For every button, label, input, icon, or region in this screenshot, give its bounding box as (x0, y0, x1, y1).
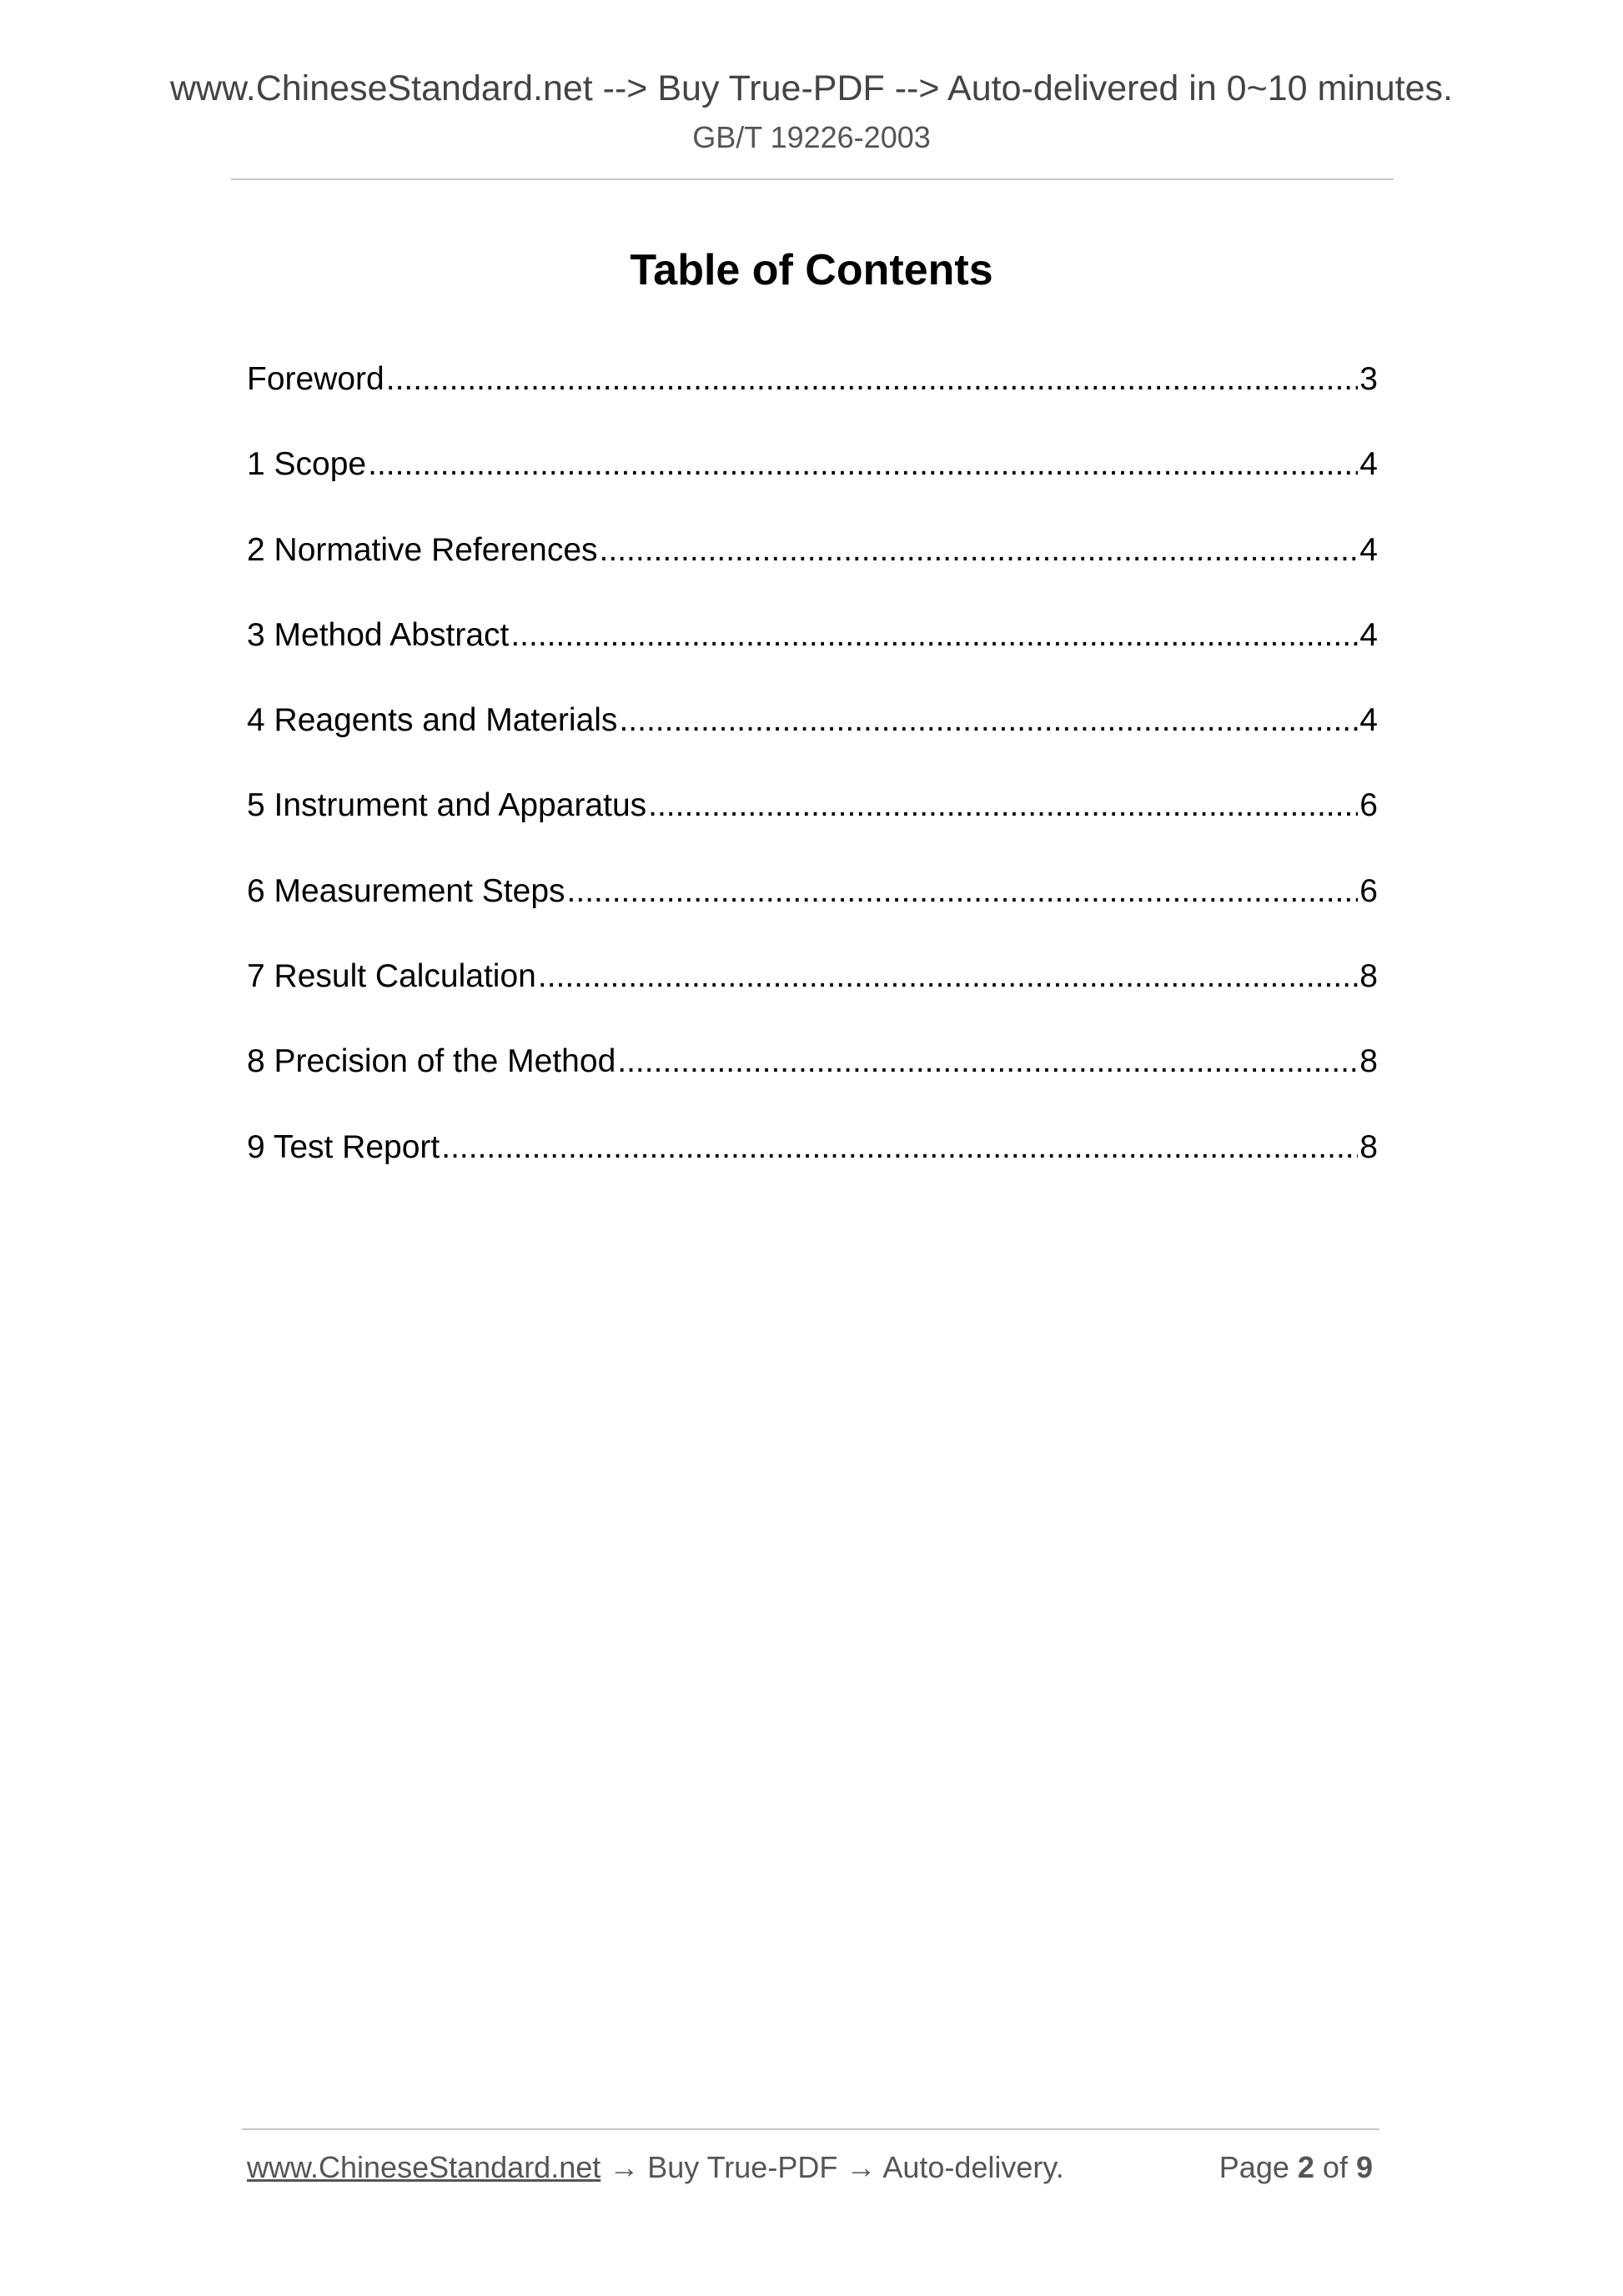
toc-entry-measurement-steps[interactable] (247, 867, 1378, 952)
toc-entry-label: 4 Reagents and Materials (247, 702, 618, 739)
toc-dot-leader (600, 525, 1359, 575)
toc-entry-label: Foreword (247, 361, 384, 397)
toc-title: Table of Contents (630, 246, 993, 294)
footer-divider (242, 2128, 1379, 2130)
toc-entry-page: 8 (1359, 958, 1378, 995)
header-banner: www.ChineseStandard.net --> Buy True-PDF --> Auto-delivered in 0~10 minutes. (169, 68, 1453, 108)
toc-entry-page: 8 (1359, 1043, 1378, 1080)
toc-dot-leader (368, 440, 1358, 490)
toc-entry-label: 8 Precision of the Method (247, 1043, 616, 1080)
page-footer (247, 2147, 1373, 2188)
toc-entry-page: 4 (1359, 531, 1378, 568)
toc-entry-label: 6 Measurement Steps (247, 872, 565, 909)
toc-dot-leader (567, 867, 1359, 917)
toc-dot-leader (617, 1037, 1358, 1087)
footer-left (247, 2147, 1064, 2188)
footer-tagline: → Buy True-PDF → Auto-delivery. (600, 2150, 1064, 2184)
toc-entry-method-abstract[interactable] (247, 610, 1378, 696)
toc-dot-leader (648, 781, 1358, 831)
toc-entry-test-report[interactable] (247, 1123, 1378, 1208)
toc-entry-foreword[interactable] (247, 354, 1378, 440)
header-divider (231, 178, 1394, 180)
toc-entry-label: 5 Instrument and Apparatus (247, 787, 647, 824)
toc-entry-label: 7 Result Calculation (247, 958, 536, 995)
toc-entry-label: 2 Normative References (247, 531, 598, 568)
toc-dot-leader (510, 610, 1358, 661)
toc-entry-normative-references[interactable] (247, 525, 1378, 610)
toc-entry-scope[interactable] (247, 440, 1378, 525)
toc-entry-page: 3 (1359, 361, 1378, 397)
toc-entry-page: 4 (1359, 616, 1378, 653)
toc-entry-reagents-materials[interactable] (247, 696, 1378, 781)
toc-dot-leader (538, 952, 1358, 1002)
toc-entry-precision[interactable] (247, 1037, 1378, 1122)
standard-code: GB/T 19226-2003 (692, 120, 931, 154)
of-word: of (1322, 2150, 1348, 2184)
toc-dot-leader (386, 354, 1359, 404)
toc-entry-result-calculation[interactable] (247, 952, 1378, 1037)
site-link[interactable]: www.ChineseStandard.net (247, 2150, 601, 2184)
toc-entry-page: 4 (1359, 446, 1378, 483)
toc-entry-instrument-apparatus[interactable] (247, 781, 1378, 866)
toc-entry-label: 9 Test Report (247, 1128, 440, 1165)
toc-entry-page: 6 (1359, 787, 1378, 824)
page-total: 9 (1355, 2150, 1373, 2184)
toc-entry-page: 4 (1359, 702, 1378, 739)
toc-entry-page: 6 (1359, 872, 1378, 909)
toc-entry-label: 1 Scope (247, 446, 367, 483)
toc-list (247, 354, 1378, 1208)
toc-dot-leader (441, 1123, 1358, 1173)
toc-dot-leader (619, 696, 1358, 746)
page-indicator (1219, 2147, 1373, 2188)
toc-entry-page: 8 (1359, 1128, 1378, 1165)
toc-entry-label: 3 Method Abstract (247, 616, 510, 653)
page-current: 2 (1297, 2150, 1314, 2184)
page-word: Page (1219, 2150, 1289, 2184)
